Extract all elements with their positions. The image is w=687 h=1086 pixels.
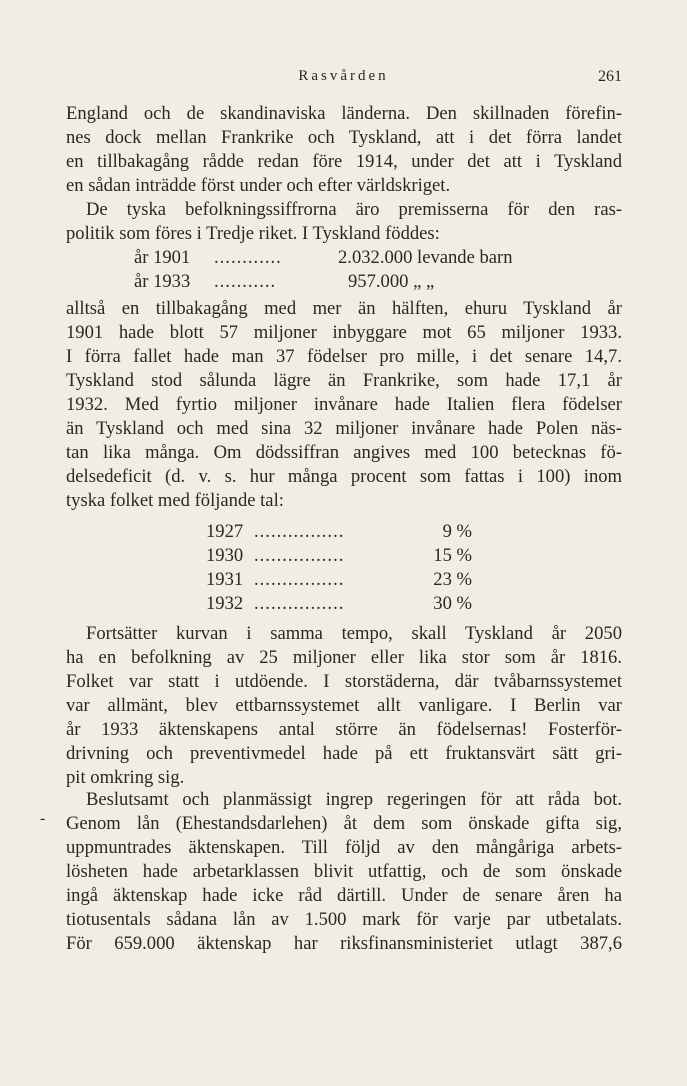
paragraph-5 [66, 788, 622, 956]
text-line: I förra fallet hade man 37 födelser pro mille, i det senare 14,7. [66, 346, 622, 367]
paragraph-3 [66, 297, 622, 513]
table-value: 23 % [433, 569, 472, 590]
table-dots: ................ [254, 569, 345, 590]
table-year: 1931 [206, 569, 244, 590]
text-line: nes dock mellan Frankrike och Tyskland, att i det förra landet [66, 127, 622, 148]
text-line: Beslutsamt och planmässigt ingrep regeringen för att råda bot. [86, 789, 622, 810]
table-year: år 1933 [134, 271, 191, 292]
table-dots: ................ [254, 521, 345, 542]
table-row [66, 544, 622, 568]
running-header: Rasvården [298, 68, 389, 84]
table-dots: ................ [254, 593, 345, 614]
table-year: 1927 [206, 521, 244, 542]
text-line: 1901 hade blott 57 miljoner inbyggare mot 65 miljoner 1933. [66, 322, 622, 343]
text-line: ingå äktenskap hade icke råd därtill. Under de senare åren ha [66, 885, 622, 906]
text-line: tan lika många. Om dödssiffran angives med 100 betecknas fö- [66, 442, 622, 463]
deficit-table [66, 520, 622, 616]
text-line: Tyskland stod sålunda lägre än Frankrike, som hade 17,1 år [66, 370, 622, 391]
margin-mark: - [40, 810, 46, 827]
table-value: 15 % [433, 545, 472, 566]
text-line: Fortsätter kurvan i samma tempo, skall Tyskland år 2050 [86, 623, 622, 644]
table-row [66, 246, 622, 270]
text-line: lösheten hade arbetarklassen blivit utfattig, och de som önskade [66, 861, 622, 882]
text-line: uppmuntrades äktenskapen. Till följd av den mångåriga arbets- [66, 837, 622, 858]
text-line: delsedeficit (d. v. s. hur många procent som fattas i 100) inom [66, 466, 622, 487]
paragraph-4 [66, 622, 622, 790]
table-row [66, 270, 622, 294]
table-row [66, 520, 622, 544]
text-line: De tyska befolkningssiffrorna äro premisserna för den ras- [86, 199, 622, 220]
table-row [66, 568, 622, 592]
text-line: Folket var statt i utdöende. I storstäderna, där tvåbarnssystemet [66, 671, 622, 692]
text-line: en sådan inträdde först under och efter världskriget. [66, 175, 451, 196]
table-value: 9 % [442, 521, 472, 542]
text-line: en tillbakagång rådde redan före 1914, under det att i Tyskland [66, 151, 622, 172]
text-line: var allmänt, blev ettbarnssystemet allt vanligare. I Berlin var [66, 695, 622, 716]
table-dots: ................ [254, 545, 345, 566]
table-year: år 1901 [134, 247, 191, 268]
table-value: 2.032.000 levande barn [338, 247, 513, 268]
table-row [66, 592, 622, 616]
text-line: politik som föres i Tredje riket. I Tyskland föddes: [66, 223, 440, 244]
table-value: 30 % [433, 593, 472, 614]
paragraph-1 [66, 102, 622, 198]
text-line: För 659.000 äktenskap har riksfinansministeriet utlagt 387,6 [66, 933, 622, 954]
text-line: tiotusentals sådana lån av 1.500 mark för varje par utbetalats. [66, 909, 622, 930]
text-line: drivning och preventivmedel hade på ett fruktansvärt sätt gri- [66, 743, 622, 764]
text-line: England och de skandinaviska länderna. Den skillnaden förefin- [66, 103, 622, 124]
page-number: 261 [598, 68, 622, 85]
paragraph-2 [66, 198, 622, 246]
text-line: alltså en tillbakagång med mer än hälften, ehuru Tyskland år [66, 298, 622, 319]
text-line: än Tyskland och med sina 32 miljoner invånare hade Polen näs- [66, 418, 622, 439]
table-dots: ............ [214, 247, 282, 268]
text-line: år 1933 äktenskapens antal större än födelsernas! Fosterför- [66, 719, 622, 740]
text-line: Genom lån (Ehestandsdarlehen) åt dem som önskade gifta sig, [66, 813, 622, 834]
births-table [66, 246, 622, 294]
text-line: tyska folket med följande tal: [66, 490, 284, 511]
table-year: 1930 [206, 545, 244, 566]
text-line: 1932. Med fyrtio miljoner invånare hade Italien flera födelser [66, 394, 622, 415]
text-line: ha en befolkning av 25 miljoner eller lika stor som år 1816. [66, 647, 622, 668]
table-dots: ........... [214, 271, 277, 292]
text-line: pit omkring sig. [66, 767, 185, 788]
table-value: 957.000 „ „ [348, 271, 435, 292]
table-year: 1932 [206, 593, 244, 614]
